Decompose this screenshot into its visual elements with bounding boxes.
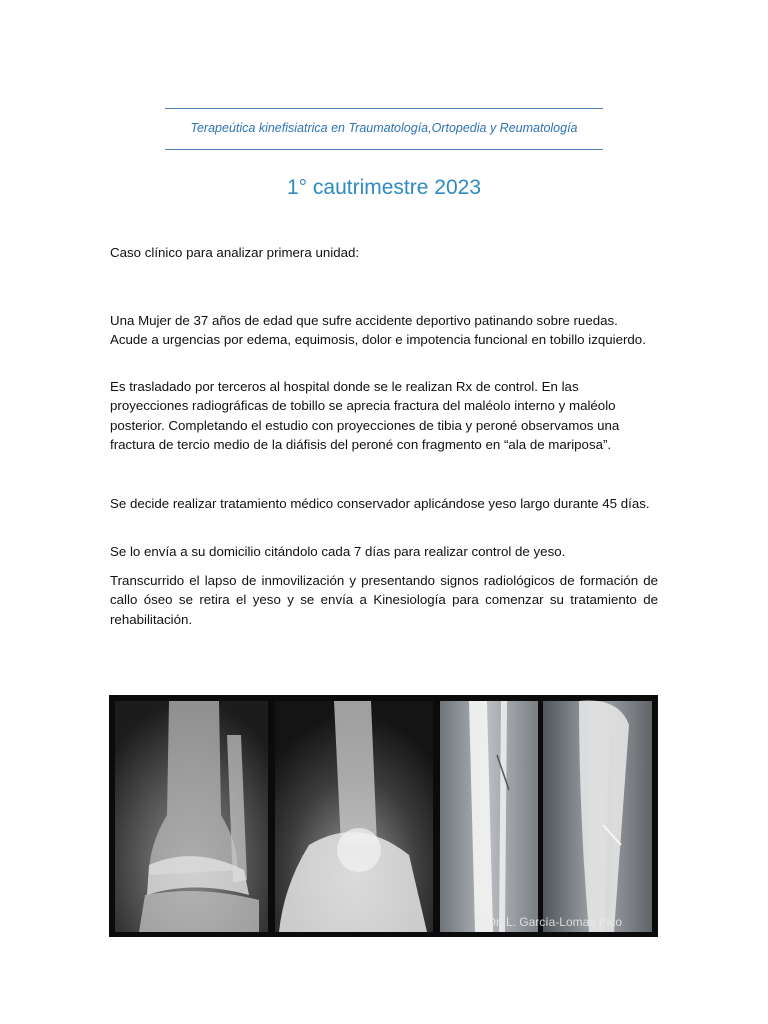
case-paragraph-1: Una Mujer de 37 años de edad que sufre accidente deportivo patinando sobre ruedas. Acude a urgencias por edema, equimosis, dolor e impotencia funcional en tobillo izquierdo.	[110, 313, 646, 348]
intro-paragraph: Caso clínico para analizar primera unidad:	[110, 245, 360, 260]
header-rule-bottom	[165, 149, 603, 150]
xray-leg-ap	[440, 701, 538, 932]
xray-figure	[109, 695, 658, 937]
document-header: Terapeútica kinefisiatrica en Traumatología,Ortopedia y Reumatología	[190, 121, 578, 135]
figure-credit: © Dr. L. García-Lomas Pico	[475, 915, 622, 929]
xray-ankle-lateral	[275, 701, 433, 932]
page-title: 1° cautrimestre 2023	[287, 176, 481, 199]
xray-leg-lateral	[543, 701, 652, 933]
case-paragraph-3: Se decide realizar tratamiento médico conservador aplicándose yeso largo durante 45 días.	[110, 496, 650, 511]
case-paragraph-5: Transcurrido el lapso de inmovilización y presentando signos radiológicos de formación de callo óseo se retira el yeso y se envía a Kinesiología para comenzar su tratamiento de rehabilitación.	[110, 573, 658, 627]
case-paragraph-4: Se lo envía a su domicilio citándolo cada 7 días para realizar control de yeso.	[110, 544, 566, 559]
xray-ankle-ap	[115, 701, 268, 932]
header-rule-top	[165, 108, 603, 109]
xray-images	[109, 695, 658, 937]
case-paragraph-2: Es trasladado por terceros al hospital donde se le realizan Rx de control. En las proyecciones radiográficas de tobillo se aprecia fractura del maléolo interno y maléolo posterior. Completando el estudio con proyecciones de tibia y peroné observamos una fractura de tercio medio de la diáfisis del peroné con fragmento en “ala de mariposa”.	[110, 379, 620, 452]
